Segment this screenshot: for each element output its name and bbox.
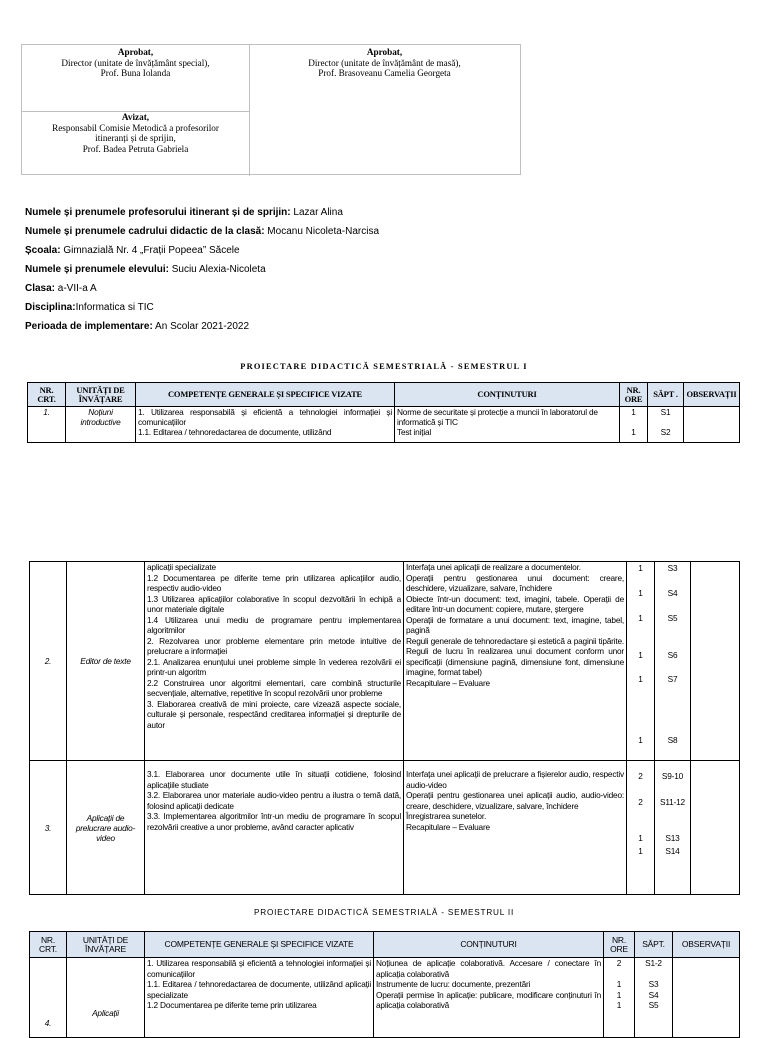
table-sem1 <box>27 382 740 443</box>
section-title-sem1: PROIECTARE DIDACTICĂ SEMESTRIALĂ - SEMESTRUL I <box>240 362 528 371</box>
row-sapt: S1 S2 <box>648 407 684 443</box>
approval-left-heading: Aprobat, <box>117 47 154 57</box>
header-ore: NR. ORE <box>604 932 635 958</box>
header-nr: NR. CRT. <box>28 383 66 407</box>
row-comp: 1. Utilizarea responsabilă și eficientă a tehnologiei informației și comunicațiilor 1.1. Editarea / tehnoredactarea de documente, utilizând aplicații specializate 1.2 Documentarea pe diferite teme prin utilizarea <box>145 958 374 1038</box>
table-sem2 <box>29 931 740 1038</box>
header-cont: CONȚINUTURI <box>395 383 620 407</box>
table-header-row <box>30 932 740 958</box>
header-obs: OBSERVAȚII <box>684 383 740 407</box>
row-unit: Editor de texte <box>67 562 145 761</box>
header-ore: NR. ORE <box>620 383 648 407</box>
info-line: Numele și prenumele elevului: Suciu Alexia-Nicoleta <box>25 264 266 275</box>
table-row <box>30 562 740 761</box>
row-nr: 4. <box>30 958 67 1038</box>
header-comp: COMPETENȚE GENERALE ȘI SPECIFICE VIZATE <box>145 932 374 958</box>
row-comp: 1. Utilizarea responsabilă și eficientă a tehnologiei informației și comunicațiilor 1.1. Editarea / tehnoredactarea de documente, utilizând <box>136 407 395 443</box>
row-ore: 2 2 1 1 <box>627 761 655 895</box>
approval-bottom-heading: Avizat, <box>121 112 150 122</box>
section-title-sem2: PROIECTARE DIDACTICĂ SEMESTRIALĂ - SEMESTRUL II <box>253 908 515 917</box>
row-comp: aplicații specializate 1.2 Documentarea pe diferite teme prin utilizarea aplicațiilor audio, respectiv audio-video 1.3 Utilizarea aplicațiilor colaborative în scopul dezvoltării în echipă a unor materiale digitale 1.4 Utilizarea unui mediu de programare pentru implementarea algoritmilor 2. Rezolvarea unor probleme elementare prin metode intuitive de prelucrare a informației 2.1. Analizarea enunțului unei probleme simple în vederea rezolvării ei printr-un algoritm 2.2 Construirea unor algoritmi elementari, care combină structurile secvențiale, alternative, repetitive în scopul rezolvării unor probleme 3. Elaborarea creativă de mini proiecte, care vizează aspecte sociale, culturale și personale, respectând creditarea informației și drepturile de autor <box>145 562 404 761</box>
row-nr: 1. <box>28 407 66 443</box>
approval-bottom-line: itineranți și de sprijin, <box>95 133 176 143</box>
info-line: Perioada de implementare: An Scolar 2021-2022 <box>25 321 250 332</box>
header-sapt: SĂPT. <box>635 932 673 958</box>
table-sem1-continued <box>29 561 740 895</box>
approval-left <box>22 45 250 112</box>
row-obs <box>673 958 740 1038</box>
table-row <box>28 407 740 443</box>
info-line: Numele și prenumele profesorului itinerant și de sprijin: Lazar Alina <box>25 207 343 218</box>
row-nr: 3. <box>30 761 67 895</box>
header-comp: COMPETENȚE GENERALE ȘI SPECIFICE VIZATE <box>136 383 395 407</box>
info-line: Disciplina:Informatica si TIC <box>25 302 154 313</box>
row-unit: Noțiuni introductive <box>66 407 136 443</box>
table-row <box>30 761 740 895</box>
row-ore: 1 1 <box>620 407 648 443</box>
header-obs: OBSERVAȚII <box>673 932 740 958</box>
row-cont: Interfața unei aplicații de realizare a documentelor. Operații pentru gestionarea unui document: creare, deschidere, vizualizare, salvare, închidere Obiecte într-un document: text, imagini, tabele. Operații de editare într-un document: copiere, mutare, ștergere Operații de formatare a unui document: text, imagine, tabel, pagină Reguli generale de tehnoredactare și estetică a paginii tipărite. Reguli de lucru în realizarea unui document conform unor specificații (dimensiune pagină, dimensiune font, dimensiune imagine, format tabel) Recapitulare – Evaluare <box>404 562 627 761</box>
approval-left-line: Director (unitate de învățământ special), <box>61 57 210 68</box>
approval-bottom <box>22 110 250 176</box>
approval-right <box>249 45 520 111</box>
row-obs <box>691 761 740 895</box>
approval-right-line: Director (unitate de învățământ de masă), <box>308 57 461 68</box>
header-nr: NR. CRT. <box>30 932 67 958</box>
header-cont: CONȚINUTURI <box>374 932 604 958</box>
row-comp: 3.1. Elaborarea unor documente utile în situații cotidiene, folosind aplicațiile studiate 3.2. Elaborarea unor materiale audio-video pentru a ilustra o temă dată, folosind aplicații dedicate 3.3. Implementarea algoritmilor într-un mediu de programare în scopul rezolvării creative a unor probleme, având caracter aplicativ <box>145 761 404 895</box>
approval-right-line: Prof. Brasoveanu Camelia Georgeta <box>318 68 451 78</box>
row-obs <box>691 562 740 761</box>
info-line: Școala: Gimnazială Nr. 4 „Frații Popeea” Săcele <box>25 245 240 256</box>
row-unit: Aplicații de prelucrare audio-video <box>67 761 145 895</box>
approval-bottom-line: Responsabil Comisie Metodică a profesorilor <box>52 122 219 133</box>
header-sapt: SĂPT . <box>648 383 684 407</box>
row-sapt: S9-10 S11-12 S13 S14 <box>655 761 691 895</box>
row-sapt: S3 S4 S5 S6 S7 S8 <box>655 562 691 761</box>
row-sapt: S1-2 S3 S4 S5 <box>635 958 673 1038</box>
approval-box <box>21 44 521 175</box>
row-cont: Norme de securitate și protecție a muncii în laboratorul de informatică și TIC Test inițial <box>395 407 620 443</box>
row-cont: Interfața unei aplicații de prelucrare a fișierelor audio, respectiv audio-video Operații pentru gestionarea unei aplicații audio, audio-video: creare, deschidere, vizualizare, salvare, închidere Înregistrarea sunetelor. Recapitulare – Evaluare <box>404 761 627 895</box>
approval-right-heading: Aprobat, <box>366 47 403 57</box>
table-header-row <box>28 383 740 407</box>
row-cont: Noțiunea de aplicație colaborativă. Accesare / conectare în aplicația colaborativă Instrumente de lucru: documente, prezentări Operații permise în aplicație: publicare, modificare conținuturi în aplicația colaborativă <box>374 958 604 1038</box>
approval-left-line: Prof. Buna Iolanda <box>100 68 171 78</box>
table-row <box>30 958 740 1038</box>
info-line: Clasa: a-VII-a A <box>25 283 97 294</box>
row-ore: 2 1 1 1 <box>604 958 635 1038</box>
approval-bottom-line: Prof. Badea Petruta Gabriela <box>82 143 189 154</box>
header-unit: UNITĂȚI DE ÎNVĂȚARE <box>66 383 136 407</box>
info-line: Numele și prenumele cadrului didactic de la clasă: Mocanu Nicoleta-Narcisa <box>25 226 380 237</box>
row-nr: 2. <box>30 562 67 761</box>
row-unit: Aplicații <box>67 958 145 1038</box>
header-unit: UNITĂȚI DE ÎNVĂȚARE <box>67 932 145 958</box>
row-ore: 1 1 1 1 1 1 <box>627 562 655 761</box>
row-obs <box>684 407 740 443</box>
